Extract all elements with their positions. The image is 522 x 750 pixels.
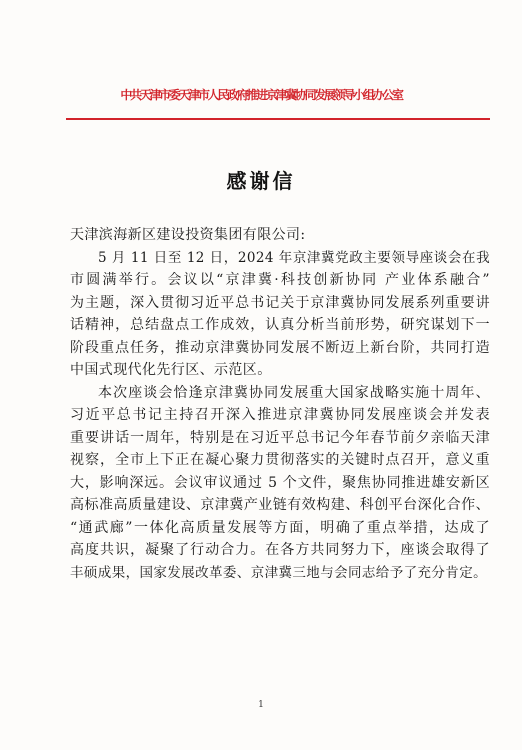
paragraph-line: 习近平总书记主持召开深入推进京津冀协同发展座谈会并发表 <box>70 407 490 423</box>
paragraph-line: 中国式现代化先行区、示范区。 <box>70 362 272 378</box>
letterhead-org-name: 中共天津市委天津市人民政府推进京津冀协同发展领导小组办公室 <box>120 88 402 102</box>
paragraph-line: 大，影响深远。会议审议通过 5 个文件，聚焦协同推进雄安新区 <box>70 474 490 491</box>
paragraph-line: 5 月 11 日至 12 日，2024 年京津冀党政主要领导座谈会在我 <box>98 249 490 266</box>
letterhead-red-rule <box>66 118 490 120</box>
letter-body <box>70 224 490 584</box>
paragraph-line: 为主题，深入贯彻习近平总书记关于京津冀协同发展系列重要讲 <box>70 294 490 311</box>
paragraph-2 <box>70 382 490 585</box>
paragraph-1 <box>70 247 490 382</box>
paragraph-line: 市圆满举行。会议以“京津冀·科技创新协同 产业体系融合” <box>70 272 490 288</box>
paragraph-line: 本次座谈会恰逢京津冀协同发展重大国家战略实施十周年、 <box>98 384 490 401</box>
salutation: 天津滨海新区建设投资集团有限公司: <box>70 227 306 243</box>
paragraph-line: 话精神，总结盘点工作成效，认真分析当前形势，研究谋划下一 <box>70 317 490 333</box>
paragraph-line: 高度共识，凝聚了行动合力。在各方共同努力下，座谈会取得了 <box>70 542 490 558</box>
paragraph-line: 重要讲话一周年，特别是在习近平总书记今年春节前夕亲临天津 <box>70 429 490 446</box>
paragraph-line: 视察，全市上下正在凝心聚力贯彻落实的关键时点召开，意义重 <box>70 452 490 468</box>
paragraph-line: 阶段重点任务，推动京津冀协同发展不断迈上新台阶，共同打造 <box>70 339 490 356</box>
paragraph-line: 高标准高质量建设、京津冀产业链有效构建、科创平台深化合作、 <box>70 497 490 513</box>
page-number: 1 <box>258 700 264 710</box>
paragraph-line: “通武廊”一体化高质量发展等方面，明确了重点举措，达成了 <box>70 519 490 536</box>
document-title: 感谢信 <box>226 169 296 193</box>
paragraph-line: 丰硕成果，国家发展改革委、京津冀三地与会同志给予了充分肯定。 <box>70 564 487 581</box>
